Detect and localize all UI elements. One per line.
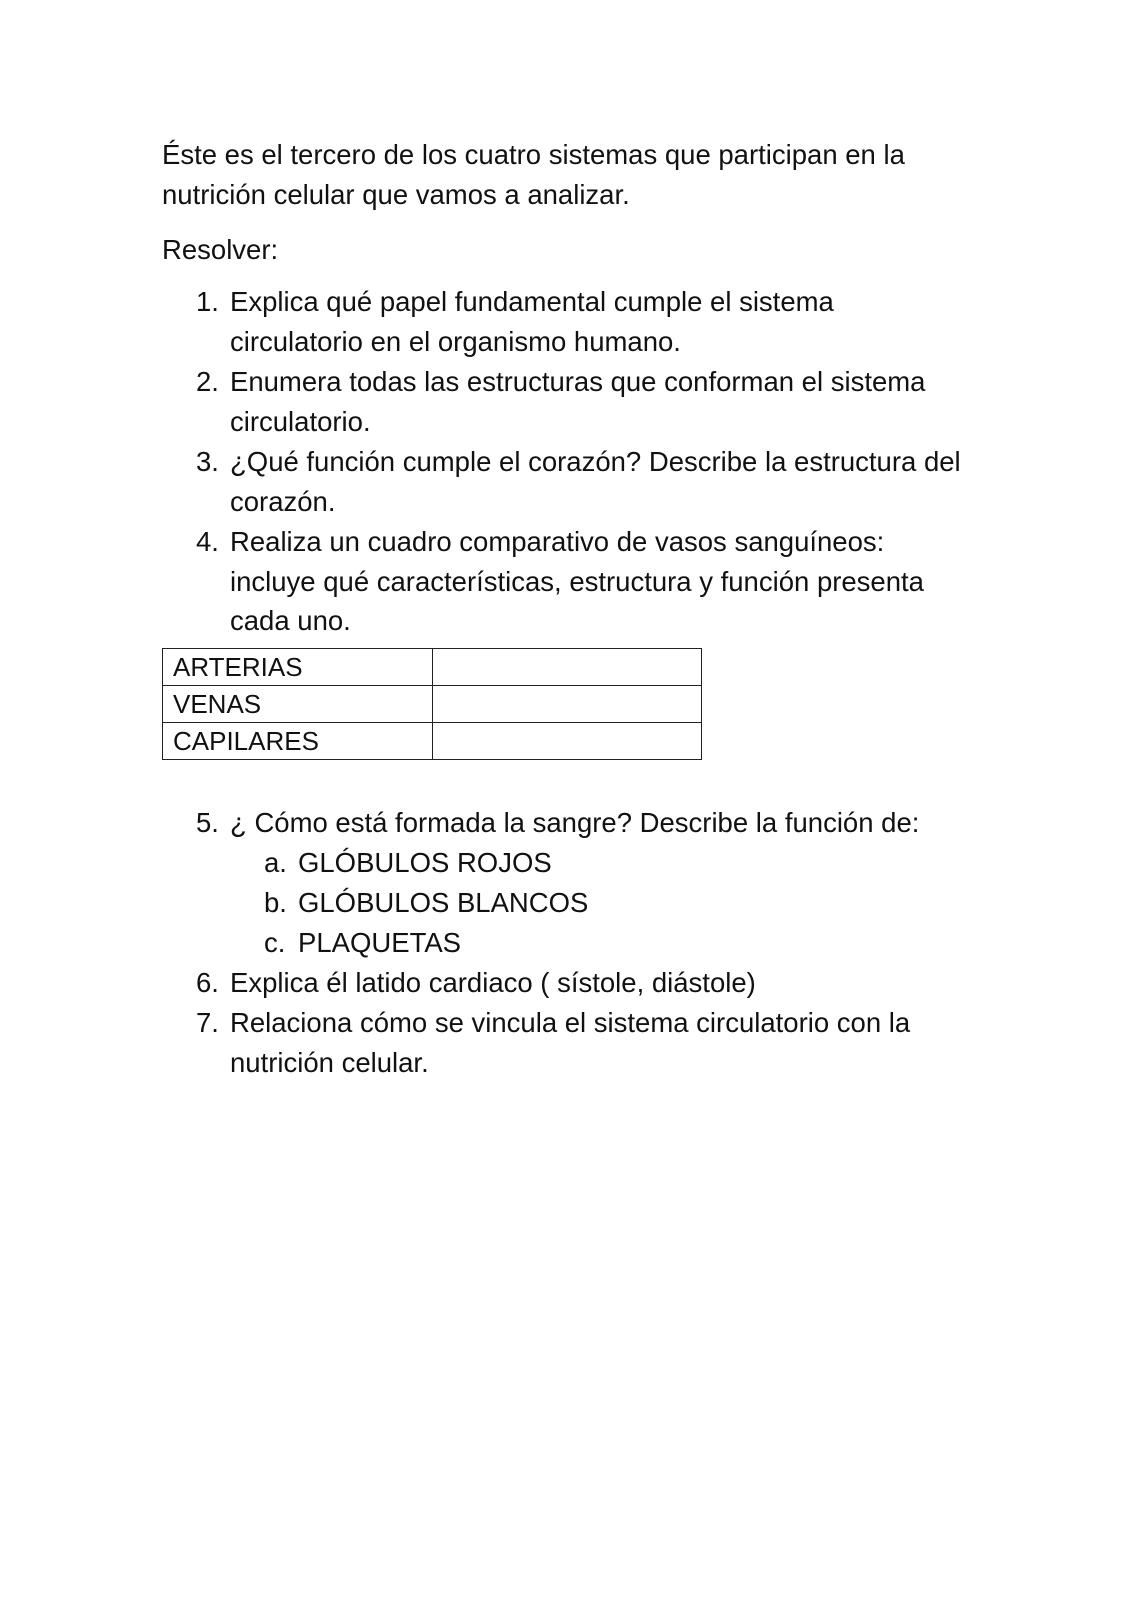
resolver-label: Resolver: [162,234,279,265]
question-line: ¿ Cómo está formada la sangre? Describe la función de: [230,807,920,838]
sub-item-text: GLÓBULOS BLANCOS [298,887,589,918]
question-line: circulatorio en el organismo humano. [230,325,681,357]
table-cell-label: CAPILARES [163,723,433,760]
question-line: Explica qué papel fundamental cumple el sistema [230,286,834,317]
question-line: Realiza un cuadro comparativo de vasos sanguíneos: [230,526,885,557]
intro-paragraph [162,135,905,214]
question-line: cada uno. [230,605,351,636]
intro-line-2: nutrición celular que vamos a analizar. [162,178,630,210]
sub-item-text: PLAQUETAS [298,927,462,958]
question-line: circulatorio. [230,405,371,437]
question-line: Enumera todas las estructuras que conforman el sistema [230,366,926,397]
table-cell-label: ARTERIAS [163,649,433,686]
question-number: 5. [196,807,219,838]
table-cell-label: VENAS [163,686,433,723]
question-line: incluye qué características, estructura y función presenta [230,565,924,597]
table-row [163,649,702,686]
blood-vessels-table [162,648,702,760]
question-number: 6. [196,967,219,998]
question-number: 7. [196,1007,219,1038]
question-line: Relaciona cómo se vincula el sistema circulatorio con la [230,1007,911,1038]
question-line: Explica él latido cardiaco ( sístole, diástole) [230,967,756,998]
sub-item-letter: b. [264,887,287,918]
question-line: ¿Qué función cumple el corazón? Describe la estructura del [230,446,961,477]
table-cell-blank[interactable] [432,649,701,686]
table-row [163,686,702,723]
sub-item-letter: a. [264,847,287,878]
question-number: 2. [196,366,219,397]
intro-line-1: Éste es el tercero de los cuatro sistemas que participan en la [162,139,905,170]
question-line: nutrición celular. [230,1046,429,1078]
sub-item-text: GLÓBULOS ROJOS [298,847,552,878]
table-row [163,723,702,760]
table-cell-blank[interactable] [432,723,701,760]
question-number: 4. [196,526,219,557]
sub-item-letter: c. [264,927,286,958]
question-number: 1. [196,286,219,317]
question-line: corazón. [230,485,336,517]
question-number: 3. [196,446,219,477]
table-cell-blank[interactable] [432,686,701,723]
